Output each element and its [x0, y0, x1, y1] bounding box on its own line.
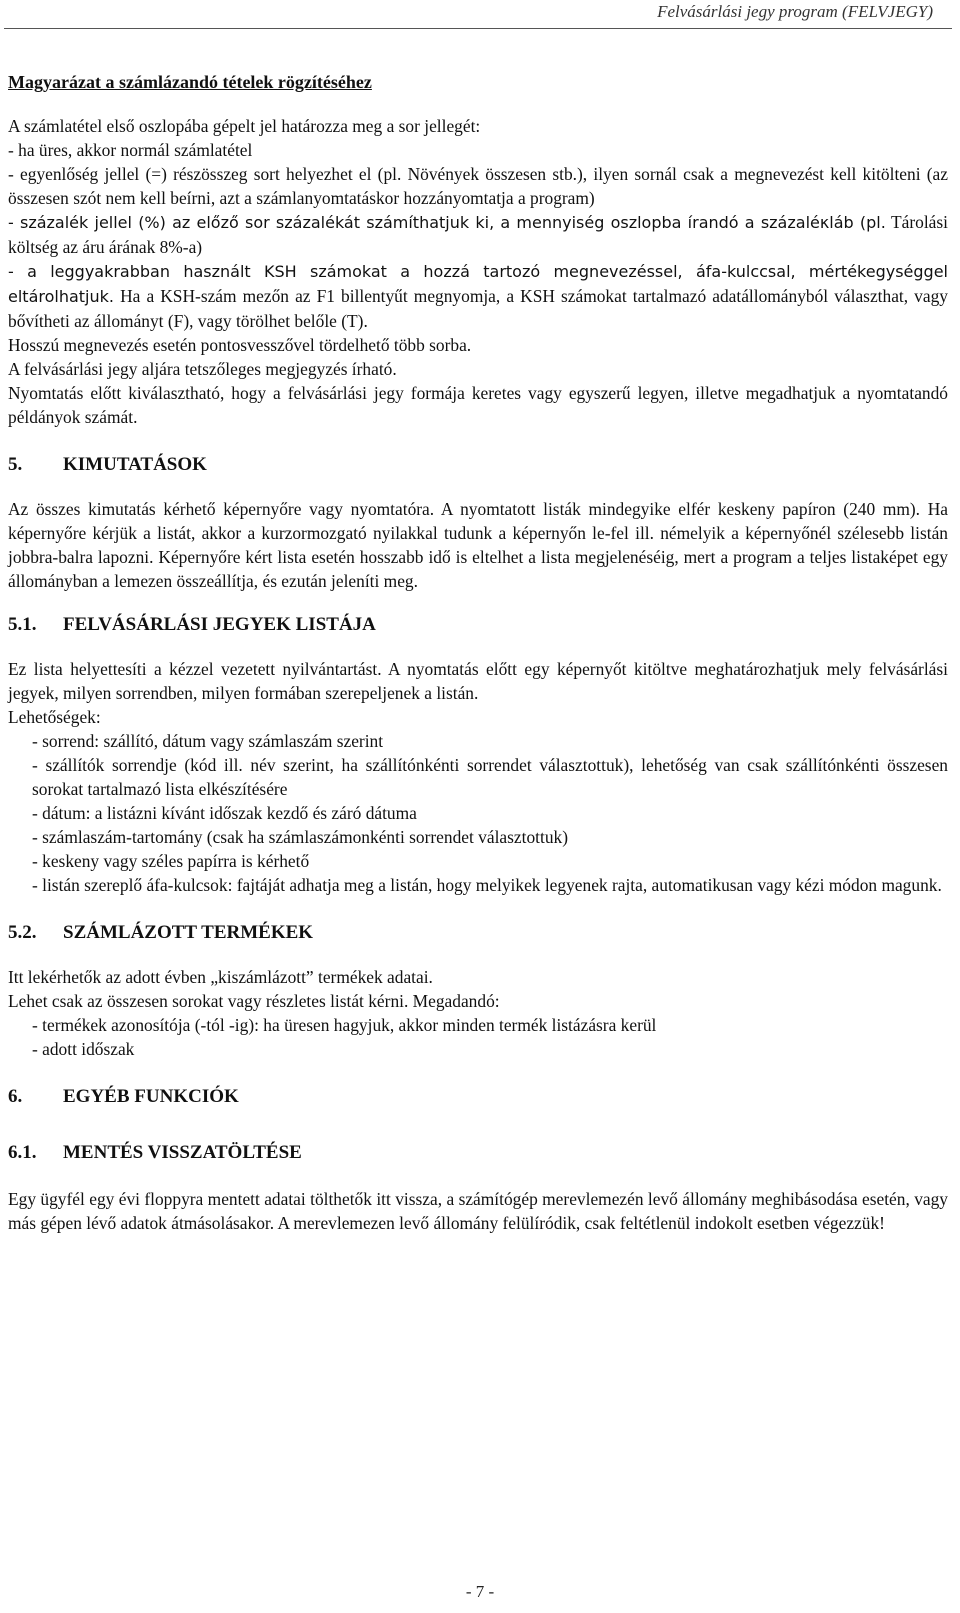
section-body: Egy ügyfél egy évi floppyra mentett adatai tölthetők itt vissza, a számítógép merevlemezén levő állomány meghibásodása esetén, vagy más gépen lévő adatok átmásolásakor. A merevlemezen levő állomány felülíródik, csak feltétlenül indokolt esetben végezzük!	[8, 1189, 948, 1233]
section-heading-5	[8, 453, 948, 477]
section-number: 5.	[8, 454, 23, 475]
section-body: Lehet csak az összesen sorokat vagy részletes listát kérni. Megadandó:	[8, 991, 500, 1011]
intro-line-sans: - a leggyakrabban használt KSH számokat a hozzá tartozó megnevezéssel, áfa-kulccsal, mértékegységgel eltárolhatjuk.	[8, 262, 948, 306]
section-number: 5.2.	[8, 922, 37, 943]
list-item: - sorrend: szállító, dátum vagy számlaszám szerint	[32, 731, 384, 751]
list-item: - keskeny vagy széles papírra is kérhető	[32, 851, 310, 871]
list-item: - dátum: a listázni kívánt időszak kezdő és záró dátuma	[32, 803, 417, 823]
intro-line-sans: - százalék jellel (%) az előző sor százalékát számíthatjuk ki, a mennyiség oszlopba írandó a százaléκláb (pl.	[8, 213, 886, 232]
header-rule	[4, 28, 952, 29]
section-body: Az összes kimutatás kérhető képernyőre vagy nyomtatóra. A nyomtatott listák mindegyike elfér keskeny papíron (240 mm). Ha képernyőre kérjük a listát, akkor a kurzormozgató nyilakkal tudunk a képernyőn le-fel ill. némelyik a képernyőnél szélesebb listán jobbra-balra lapozni. Képernyőre kért lista esetén hosszabb idő is eltelhet a lista megjelenéséig, mert a program a teljes listaképet egy állományban a lemezen összeállítja, és ezután jeleníti meg.	[8, 499, 948, 591]
section-title: EGYÉB FUNKCIÓK	[63, 1086, 239, 1107]
section-body: Ez lista helyettesíti a kézzel vezetett nyilvántartást. A nyomtatás előtt egy képernyőt kitöltve meghatározhatjuk mely felvásárlási jegyek, milyen sorrendben, milyen formában szerepeljenek a listán.	[8, 659, 948, 703]
intro-line-serif: Tárolási költség az áru árának 8%-a)	[8, 212, 948, 257]
intro-line	[8, 210, 948, 259]
list-item: - számlaszám-tartomány (csak ha számlaszámonkénti sorrendet választottuk)	[32, 827, 569, 847]
options-lead: Lehetőségek:	[8, 707, 101, 727]
section-body: Itt lekérhetők az adott évben „kiszámlázott” termékek adatai.	[8, 967, 433, 987]
section-title: FELVÁSÁRLÁSI JEGYEK LISTÁJA	[63, 614, 376, 635]
page-number: - 7 -	[465, 1582, 495, 1601]
list-item: - adott időszak	[32, 1039, 135, 1059]
page-content	[8, 70, 948, 1235]
section-heading-5-2	[8, 921, 948, 945]
intro-line-serif: Ha a KSH-szám mezőn az F1 billentyűt megnyomja, a KSH számokat tartalmazó adatállományból választhat, vagy bővítheti az állományt (F), vagy törölhet belőle (T).	[8, 286, 948, 331]
section-title: SZÁMLÁZOTT TERMÉKEK	[63, 922, 314, 943]
section-number: 5.1.	[8, 614, 37, 635]
intro-line: A számlatétel első oszlopába gépelt jel határozza meg a sor jellegét:	[8, 116, 481, 136]
section-number: 6.	[8, 1086, 23, 1107]
section-title: MENTÉS VISSZATÖLTÉSE	[63, 1142, 302, 1163]
list-item: - listán szereplő áfa-kulcsok: fajtáját adhatja meg a listán, hogy melyikek legyenek rajta, automatikusan vagy kézi módon magunk.	[32, 875, 942, 895]
intro-line: - ha üres, akkor normál számlatétel	[8, 140, 253, 160]
list-item: - szállítók sorrendje (kód ill. név szerint, ha szállítónkénti sorrendet választottuk), lehetőség van csak szállítónkénti összesen sorokat tartalmazó lista elkészítésére	[32, 755, 948, 799]
section-heading-6	[8, 1085, 948, 1109]
intro-line: - egyenlőség jellel (=) részösszeg sort helyezhet el (pl. Növények összesen stb.), ilyen sornál csak a megnevezést kell kitölteni (az összesen szót nem kell beírni, azt a számlanyomtatáskor hozzányomtatja a program)	[8, 164, 948, 208]
section-heading-5-1	[8, 613, 948, 637]
running-header: Felvásárlási jegy program (FELVJEGY)	[657, 2, 933, 21]
intro-line	[8, 259, 948, 333]
intro-paragraph: Nyomtatás előtt kiválasztható, hogy a felvásárlási jegy formája keretes vagy egyszerű legyen, illetve megadhatjuk a nyomtatandó példányok számát.	[8, 383, 948, 427]
intro-title: Magyarázat a számlázandó tételek rögzítéséhez	[8, 72, 372, 92]
intro-paragraph: A felvásárlási jegy aljára tetszőleges megjegyzés írható.	[8, 359, 397, 379]
section-number: 6.1.	[8, 1142, 37, 1163]
section-title: KIMUTATÁSOK	[63, 454, 207, 475]
section-heading-6-1	[8, 1141, 948, 1165]
intro-paragraph: Hosszú megnevezés esetén pontosvesszővel tördelhető több sorba.	[8, 335, 472, 355]
list-item: - termékek azonosítója (-tól -ig): ha üresen hagyjuk, akkor minden termék listázásra kerül	[32, 1015, 657, 1035]
